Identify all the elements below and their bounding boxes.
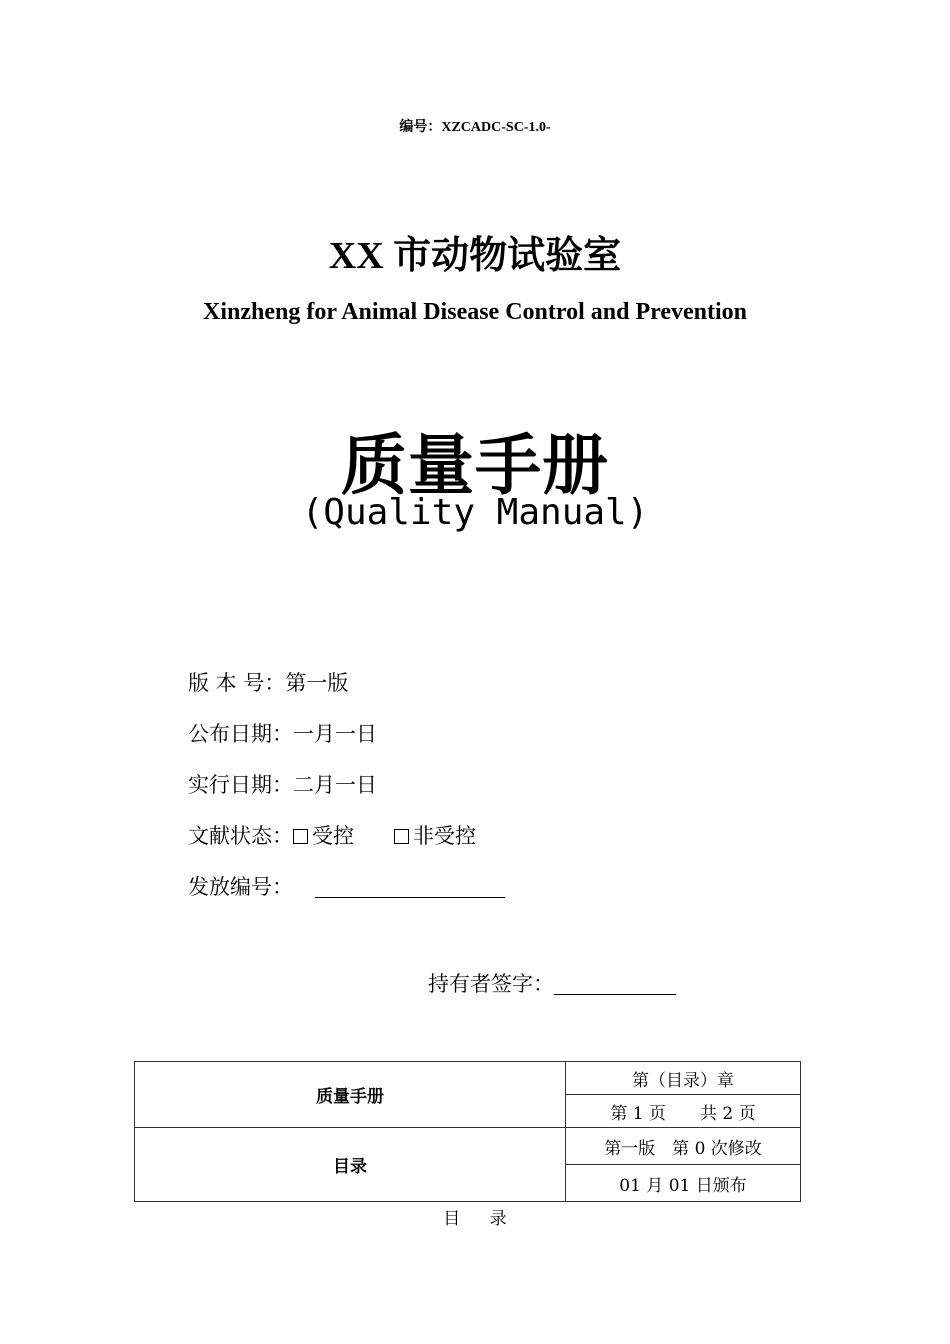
effective-date-row <box>188 769 377 799</box>
issue-number-label: 发放编号： <box>188 875 293 899</box>
manual-title-en: (Quality Manual) <box>301 492 649 533</box>
holder-signature-label: 持有者签字： <box>428 972 554 996</box>
holder-signature-blank[interactable] <box>554 972 676 995</box>
controlled-label: 受控 <box>312 824 354 848</box>
edition-cell: 第一版 第 0 次修改 <box>566 1128 801 1165</box>
organization-name-cn: XX 市动物试验室 <box>328 235 622 277</box>
manual-name-cell: 质量手册 <box>135 1062 566 1128</box>
issue-number-row <box>188 871 505 901</box>
version-label: 版 本 号： <box>188 671 286 695</box>
document-code: 编号：XZCADC-SC-1.0- <box>399 120 551 135</box>
version-row <box>188 667 348 697</box>
publish-date-row <box>188 718 377 748</box>
effective-date-label: 实行日期： <box>188 773 293 797</box>
publish-date-label: 公布日期： <box>188 722 293 746</box>
uncontrolled-checkbox[interactable] <box>394 829 409 844</box>
publish-date-value: 一月一日 <box>293 722 377 746</box>
controlled-checkbox[interactable] <box>293 829 308 844</box>
holder-signature-row <box>428 968 676 998</box>
issue-number-blank[interactable] <box>315 875 505 898</box>
issued-date-cell: 01 月 01 日颁布 <box>566 1165 801 1202</box>
page-info-cell: 第 1 页 共 2 页 <box>566 1095 801 1128</box>
document-status-row <box>188 820 476 850</box>
document-header-table <box>134 1061 801 1202</box>
version-value: 第一版 <box>285 671 349 695</box>
document-status-label: 文献状态： <box>188 824 293 848</box>
uncontrolled-label: 非受控 <box>413 824 476 848</box>
section-name-cell: 目录 <box>135 1128 566 1202</box>
effective-date-value: 二月一日 <box>293 773 377 797</box>
manual-title-cn: 质量手册 <box>341 427 609 504</box>
toc-heading: 目 录 <box>443 1209 507 1229</box>
chapter-cell: 第（目录）章 <box>566 1062 801 1095</box>
organization-name-en: Xinzheng for Animal Disease Control and Prevention <box>202 299 748 325</box>
